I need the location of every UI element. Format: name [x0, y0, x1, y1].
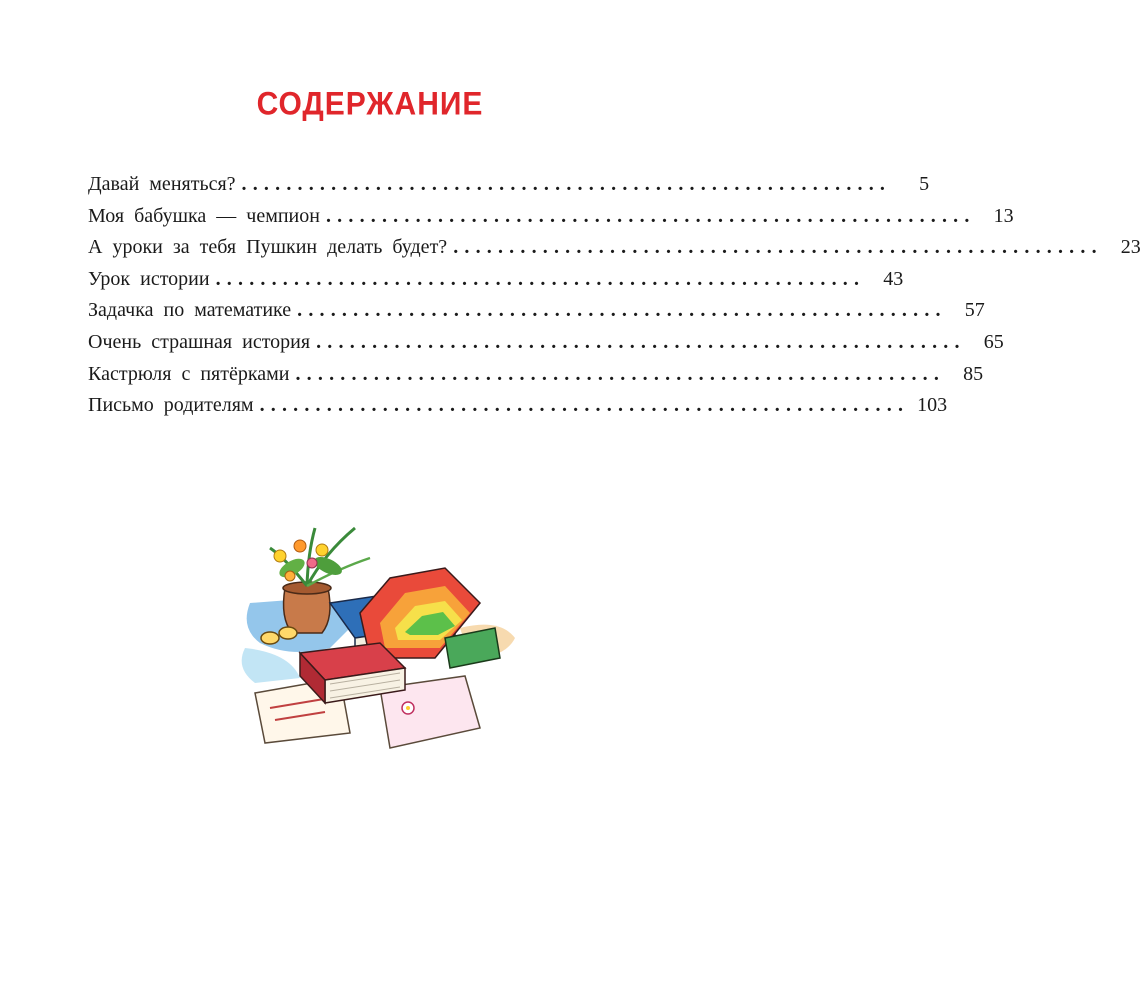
toc-entry-page: 5 [919, 173, 930, 195]
toc-dot-leader: .......................................................... [325, 204, 976, 227]
toc-entry-page: 23 [1120, 236, 1141, 259]
toc-entry[interactable] [88, 204, 1014, 237]
toc-entry[interactable] [88, 330, 1004, 363]
toc-dot-leader: .......................................................... [259, 394, 910, 417]
toc-dot-leader: .......................................................... [215, 267, 866, 290]
toc-entry-page: 57 [964, 299, 985, 322]
toc-entry-title: Письмо родителям [88, 394, 254, 417]
toc-dot-leader: .......................................................... [295, 362, 946, 385]
toc-entry-title: Моя бабушка — чемпион [88, 204, 320, 227]
toc-dot-leader: .......................................................... [453, 236, 1103, 259]
toc-entry-page: 85 [963, 362, 984, 385]
toc-entry-page: 103 [917, 394, 948, 417]
toc-entry-title: Задачка по математике [88, 299, 292, 322]
books-and-flowerpot-illustration [230, 508, 530, 758]
toc-entry-page: 13 [993, 204, 1014, 227]
toc-entry[interactable] [88, 299, 985, 331]
toc-entry-title: Очень страшная история [88, 330, 311, 353]
toc-entry-title: Давай меняться? [88, 173, 236, 195]
toc-entry[interactable] [88, 236, 1141, 268]
toc-entry-title: А уроки за тебя Пушкин делать будет? [88, 236, 448, 259]
toc-entry-title: Кастрюля с пятёрками [88, 362, 290, 385]
table-of-contents [88, 173, 1141, 426]
toc-entry[interactable] [88, 173, 930, 205]
toc-entry-page: 65 [983, 330, 1004, 353]
page-title: СОДЕРЖАНИЕ [256, 86, 484, 123]
toc-entry[interactable] [88, 362, 984, 395]
toc-entry-page: 43 [883, 267, 904, 290]
toc-dot-leader: .......................................................... [297, 299, 947, 322]
toc-dot-leader: .......................................................... [316, 330, 966, 353]
toc-entry-title: Урок истории [88, 267, 210, 290]
toc-dot-leader: .......................................................... [241, 173, 892, 195]
toc-entry[interactable] [88, 394, 948, 426]
toc-entry[interactable] [88, 267, 904, 300]
